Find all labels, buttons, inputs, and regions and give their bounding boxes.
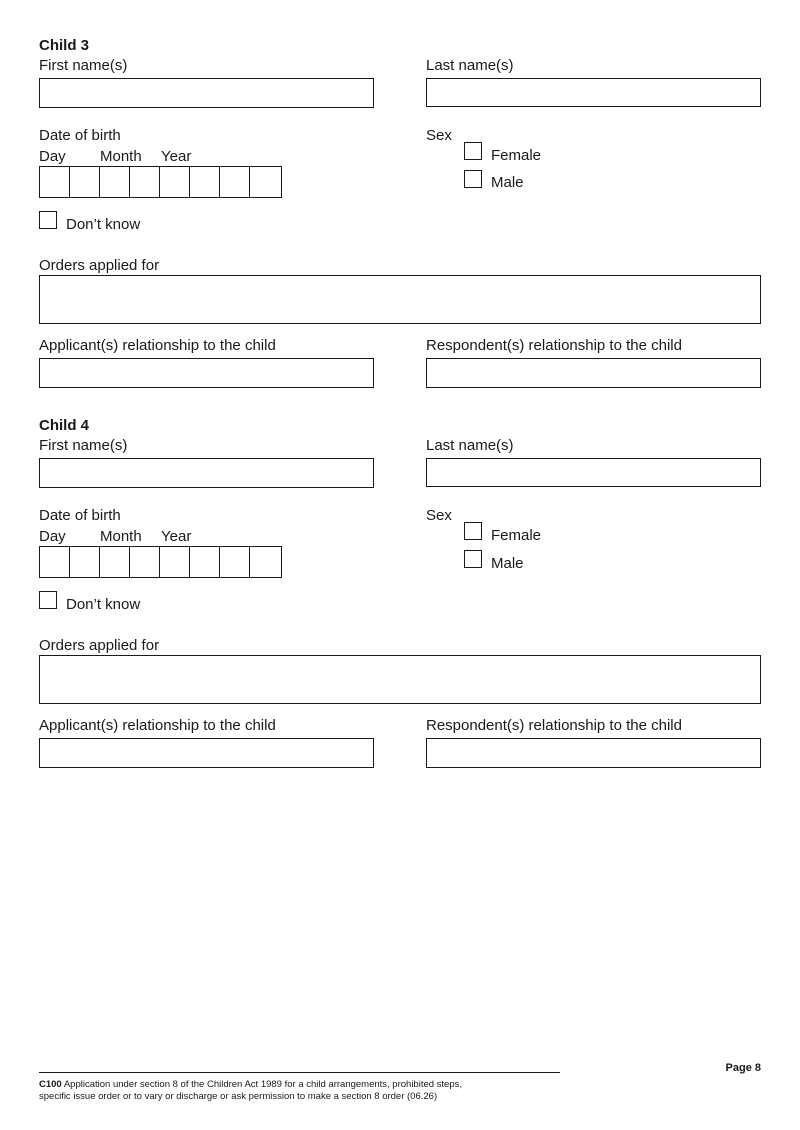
dob-month-digit-1[interactable] xyxy=(100,547,130,577)
dob-month-digit-2[interactable] xyxy=(130,547,160,577)
child-heading: Child 3 xyxy=(39,37,90,54)
dob-year-digit-4[interactable] xyxy=(250,547,280,577)
dob-day-label: Day xyxy=(39,148,66,165)
respondent-relationship-field[interactable] xyxy=(426,738,761,768)
applicant-relationship-field[interactable] xyxy=(39,358,374,388)
applicant-relationship-label: Applicant(s) relationship to the child xyxy=(39,717,276,734)
dob-month-label: Month xyxy=(100,528,142,545)
respondent-relationship-field[interactable] xyxy=(426,358,761,388)
dob-year-digit-2[interactable] xyxy=(190,547,220,577)
dob-year-label: Year xyxy=(161,148,192,165)
dob-month-digit-1[interactable] xyxy=(100,167,130,197)
footer-line-1 xyxy=(39,1079,462,1091)
dob-day-digit-2[interactable] xyxy=(70,547,100,577)
first-name-field[interactable] xyxy=(39,78,374,108)
dob-year-digit-2[interactable] xyxy=(190,167,220,197)
sex-label: Sex xyxy=(426,507,452,524)
applicant-relationship-label: Applicant(s) relationship to the child xyxy=(39,337,276,354)
child-heading: Child 4 xyxy=(39,417,90,434)
last-name-field[interactable] xyxy=(426,78,761,107)
dob-year-digit-3[interactable] xyxy=(220,547,250,577)
form-code: C100 xyxy=(39,1079,62,1090)
respondent-relationship-label: Respondent(s) relationship to the child xyxy=(426,337,682,354)
dob-day-digit-1[interactable] xyxy=(40,547,70,577)
dob-day-digit-2[interactable] xyxy=(70,167,100,197)
dont-know-label: Don’t know xyxy=(66,596,141,613)
male-label: Male xyxy=(491,174,524,191)
date-of-birth-boxes xyxy=(39,166,282,198)
dob-year-label: Year xyxy=(161,528,192,545)
footer-divider xyxy=(39,1072,560,1073)
last-name-label: Last name(s) xyxy=(426,57,514,74)
last-name-label: Last name(s) xyxy=(426,437,514,454)
date-of-birth-boxes xyxy=(39,546,282,578)
dont-know-checkbox[interactable] xyxy=(39,591,57,609)
female-label: Female xyxy=(491,147,542,164)
dob-year-digit-1[interactable] xyxy=(160,547,190,577)
last-name-field[interactable] xyxy=(426,458,761,487)
dob-year-digit-3[interactable] xyxy=(220,167,250,197)
female-checkbox[interactable] xyxy=(464,142,482,160)
applicant-relationship-field[interactable] xyxy=(39,738,374,768)
first-name-label: First name(s) xyxy=(39,437,128,454)
male-label: Male xyxy=(491,555,524,572)
orders-applied-for-label: Orders applied for xyxy=(39,637,160,654)
footer-line-1-text: Application under section 8 of the Children Act 1989 for a child arrangements, prohibited steps, xyxy=(61,1079,463,1090)
footer-line-2: specific issue order or to vary or discharge or ask permission to make a section 8 order (06.26) xyxy=(39,1091,438,1102)
orders-applied-for-field[interactable] xyxy=(39,275,761,324)
orders-applied-for-label: Orders applied for xyxy=(39,257,160,274)
respondent-relationship-label: Respondent(s) relationship to the child xyxy=(426,717,682,734)
sex-label: Sex xyxy=(426,127,452,144)
first-name-field[interactable] xyxy=(39,458,374,488)
first-name-label: First name(s) xyxy=(39,57,128,74)
orders-applied-for-field[interactable] xyxy=(39,655,761,704)
dob-month-label: Month xyxy=(100,148,142,165)
female-checkbox[interactable] xyxy=(464,522,482,540)
male-checkbox[interactable] xyxy=(464,170,482,188)
date-of-birth-label: Date of birth xyxy=(39,507,121,524)
dont-know-checkbox[interactable] xyxy=(39,211,57,229)
dob-year-digit-1[interactable] xyxy=(160,167,190,197)
female-label: Female xyxy=(491,527,542,544)
footer-form-reference xyxy=(39,1079,462,1103)
dob-month-digit-2[interactable] xyxy=(130,167,160,197)
dob-day-digit-1[interactable] xyxy=(40,167,70,197)
dont-know-label: Don’t know xyxy=(66,216,141,233)
dob-year-digit-4[interactable] xyxy=(250,167,280,197)
male-checkbox[interactable] xyxy=(464,550,482,568)
page-number: Page 8 xyxy=(725,1062,761,1074)
date-of-birth-label: Date of birth xyxy=(39,127,121,144)
dob-day-label: Day xyxy=(39,528,66,545)
